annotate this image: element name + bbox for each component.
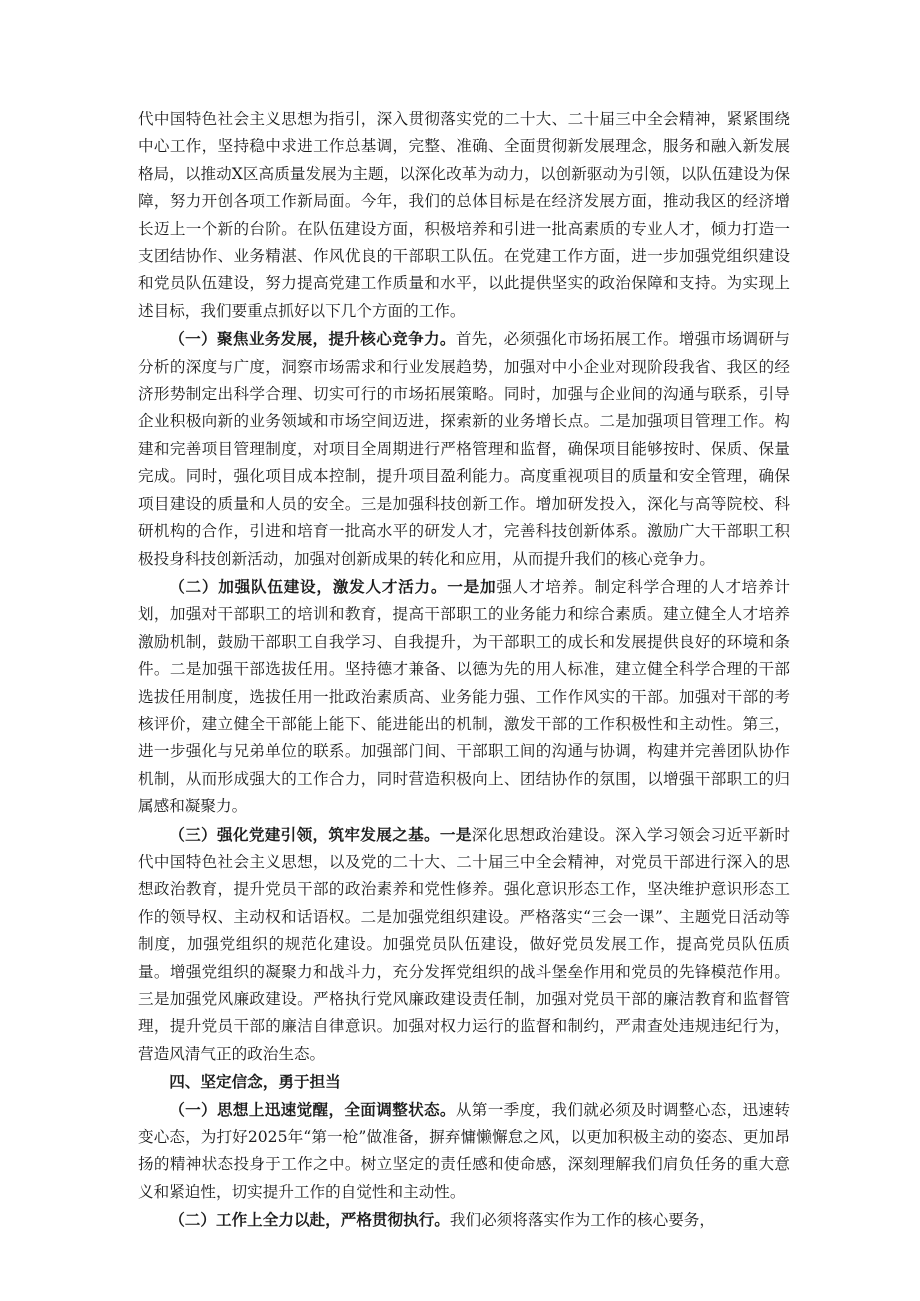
body-paragraph-team [138, 573, 790, 821]
paragraph-text: 我们必须将落实作为工作的核心要务， [449, 1211, 715, 1230]
paragraph-lead-heading: （二）加强队伍建设，激发人才活力。一是加 [169, 576, 497, 596]
paragraph-text: 强人才培养。制定科学合理的人才培养计划，加强对干部职工的培训和教育，提高干部职工的业务能力和综合素质。建立健全人才培养激励机制，鼓励干部职工自我学习、自我提升，为干部职工的成长和发展提供良好的环境和条件。二是加强干部选拔任用。坚持德才兼备、以德为先的用人标准，建立健全科学合理的干部选拔任用制度，选拔任用一批政治素质高、业务能力强、工作作风实的干部。加强对干部的考核评价，建立健全干部能上能下、能进能出的机制，激发干部的工作积极性和主动性。第三，进一步强化与兄弟单位的联系。加强部门间、干部职工间的沟通与协调，构建并完善团队协作机制，从而形成强大的工作合力，同时营造积极向上、团结协作的氛围，以增强干部职工的归属感和凝聚力。 [138, 577, 790, 816]
paragraph-lead-heading: （一）思想上迅速觉醒，全面调整状态。 [169, 1099, 456, 1119]
body-paragraph-party [138, 821, 790, 1069]
body-paragraph-business [138, 325, 790, 573]
paragraph-text: 深化思想政治建设。深入学习领会习近平新时代中国特色社会主义思想，以及党的二十大、二十届三中全会精神，对党员干部进行深入的思想政治教育，提升党员干部的政治素养和党性修养。强化意识形态工作，坚决维护意识形态工作的领导权、主动权和话语权。二是加强党组织建设。严格落实“三会一课”、主题党日活动等制度，加强党组织的规范化建设。加强党员队伍建设，做好党员发展工作，提高党员队伍质量。增强党组织的凝聚力和战斗力，充分发挥党组织的战斗堡垒作用和党员的先锋模范作用。三是加强党风廉政建设。严格执行党风廉政建设责任制，加强对党员干部的廉洁教育和监督管理，提升党员干部的廉洁自律意识。加强对权力运行的监督和制约，严肃查处违规违纪行为，营造风清气正的政治生态。 [138, 825, 790, 1063]
paragraph-text: 从第一季度，我们就必须及时调整心态，迅速转变心态，为打好2025年“第一枪”做准备，摒弃慵懒懈怠之风，以更加积极主动的姿态、更加昂扬的精神状态投身于工作之中。树立坚定的责任感和使命感，深刻理解我们肩负任务的重大意义和紧迫性，切实提升工作的自觉性和主动性。 [138, 1100, 790, 1201]
paragraph-lead-heading: （一）聚焦业务发展，提升核心竞争力。 [169, 329, 456, 349]
paragraph-text: 代中国特色社会主义思想为指引，深入贯彻落实党的二十大、二十届三中全会精神，紧紧围绕中心工作，坚持稳中求进工作总基调，完整、准确、全面贯彻新发展理念，服务和融入新发展格局，以推动X区高质量发展为主题，以深化改革为动力，以创新驱动为引领，以队伍建设为保障，努力开创各项工作新局面。今年，我们的总体目标是在经济发展方面，推动我区的经济增长迈上一个新的台阶。在队伍建设方面，积极培养和引进一批高素质的专业人才，倾力打造一支团结协作、业务精湛、作风优良的干部职工队伍。在党建工作方面，进一步加强党组织建设和党员队伍建设，努力提高党建工作质量和水平，以此提供坚实的政治保障和支持。为实现上述目标，我们要重点抓好以下几个方面的工作。 [138, 110, 790, 320]
paragraph-lead-heading: （三）强化党建引领，筑牢发展之基。一是 [169, 824, 472, 844]
section-heading: 四、坚定信念，勇于担当 [169, 1072, 341, 1092]
paragraph-text: 首先，必须强化市场拓展工作。增强市场调研与分析的深度与广度，洞察市场需求和行业发展趋势，加强对中小企业对现阶段我省、我区的经济形势制定出科学合理、切实可行的市场拓展策略。同时，加强与企业间的沟通与联系，引导企业积极向新的业务领域和市场空间迈进，探索新的业务增长点。二是加强项目管理工作。构建和完善项目管理制度，对项目全周期进行严格管理和监督，确保项目能够按时、保质、保量完成。同时，强化项目成本控制，提升项目盈利能力。高度重视项目的质量和安全管理，确保项目建设的质量和人员的安全。三是加强科技创新工作。增加研发投入，深化与高等院校、科研机构的合作，引进和培育一批高水平的研发人才，完善科技创新体系。激励广大干部职工积极投身科技创新活动，加强对创新成果的转化和应用，从而提升我们的核心竞争力。 [138, 330, 790, 568]
paragraph-lead-heading: （二）工作上全力以赴，严格贯彻执行。 [169, 1210, 450, 1230]
document-page [138, 106, 790, 1235]
body-paragraph-intro [138, 106, 790, 325]
body-paragraph-mindset [138, 1096, 790, 1207]
body-paragraph-execution [138, 1206, 790, 1234]
